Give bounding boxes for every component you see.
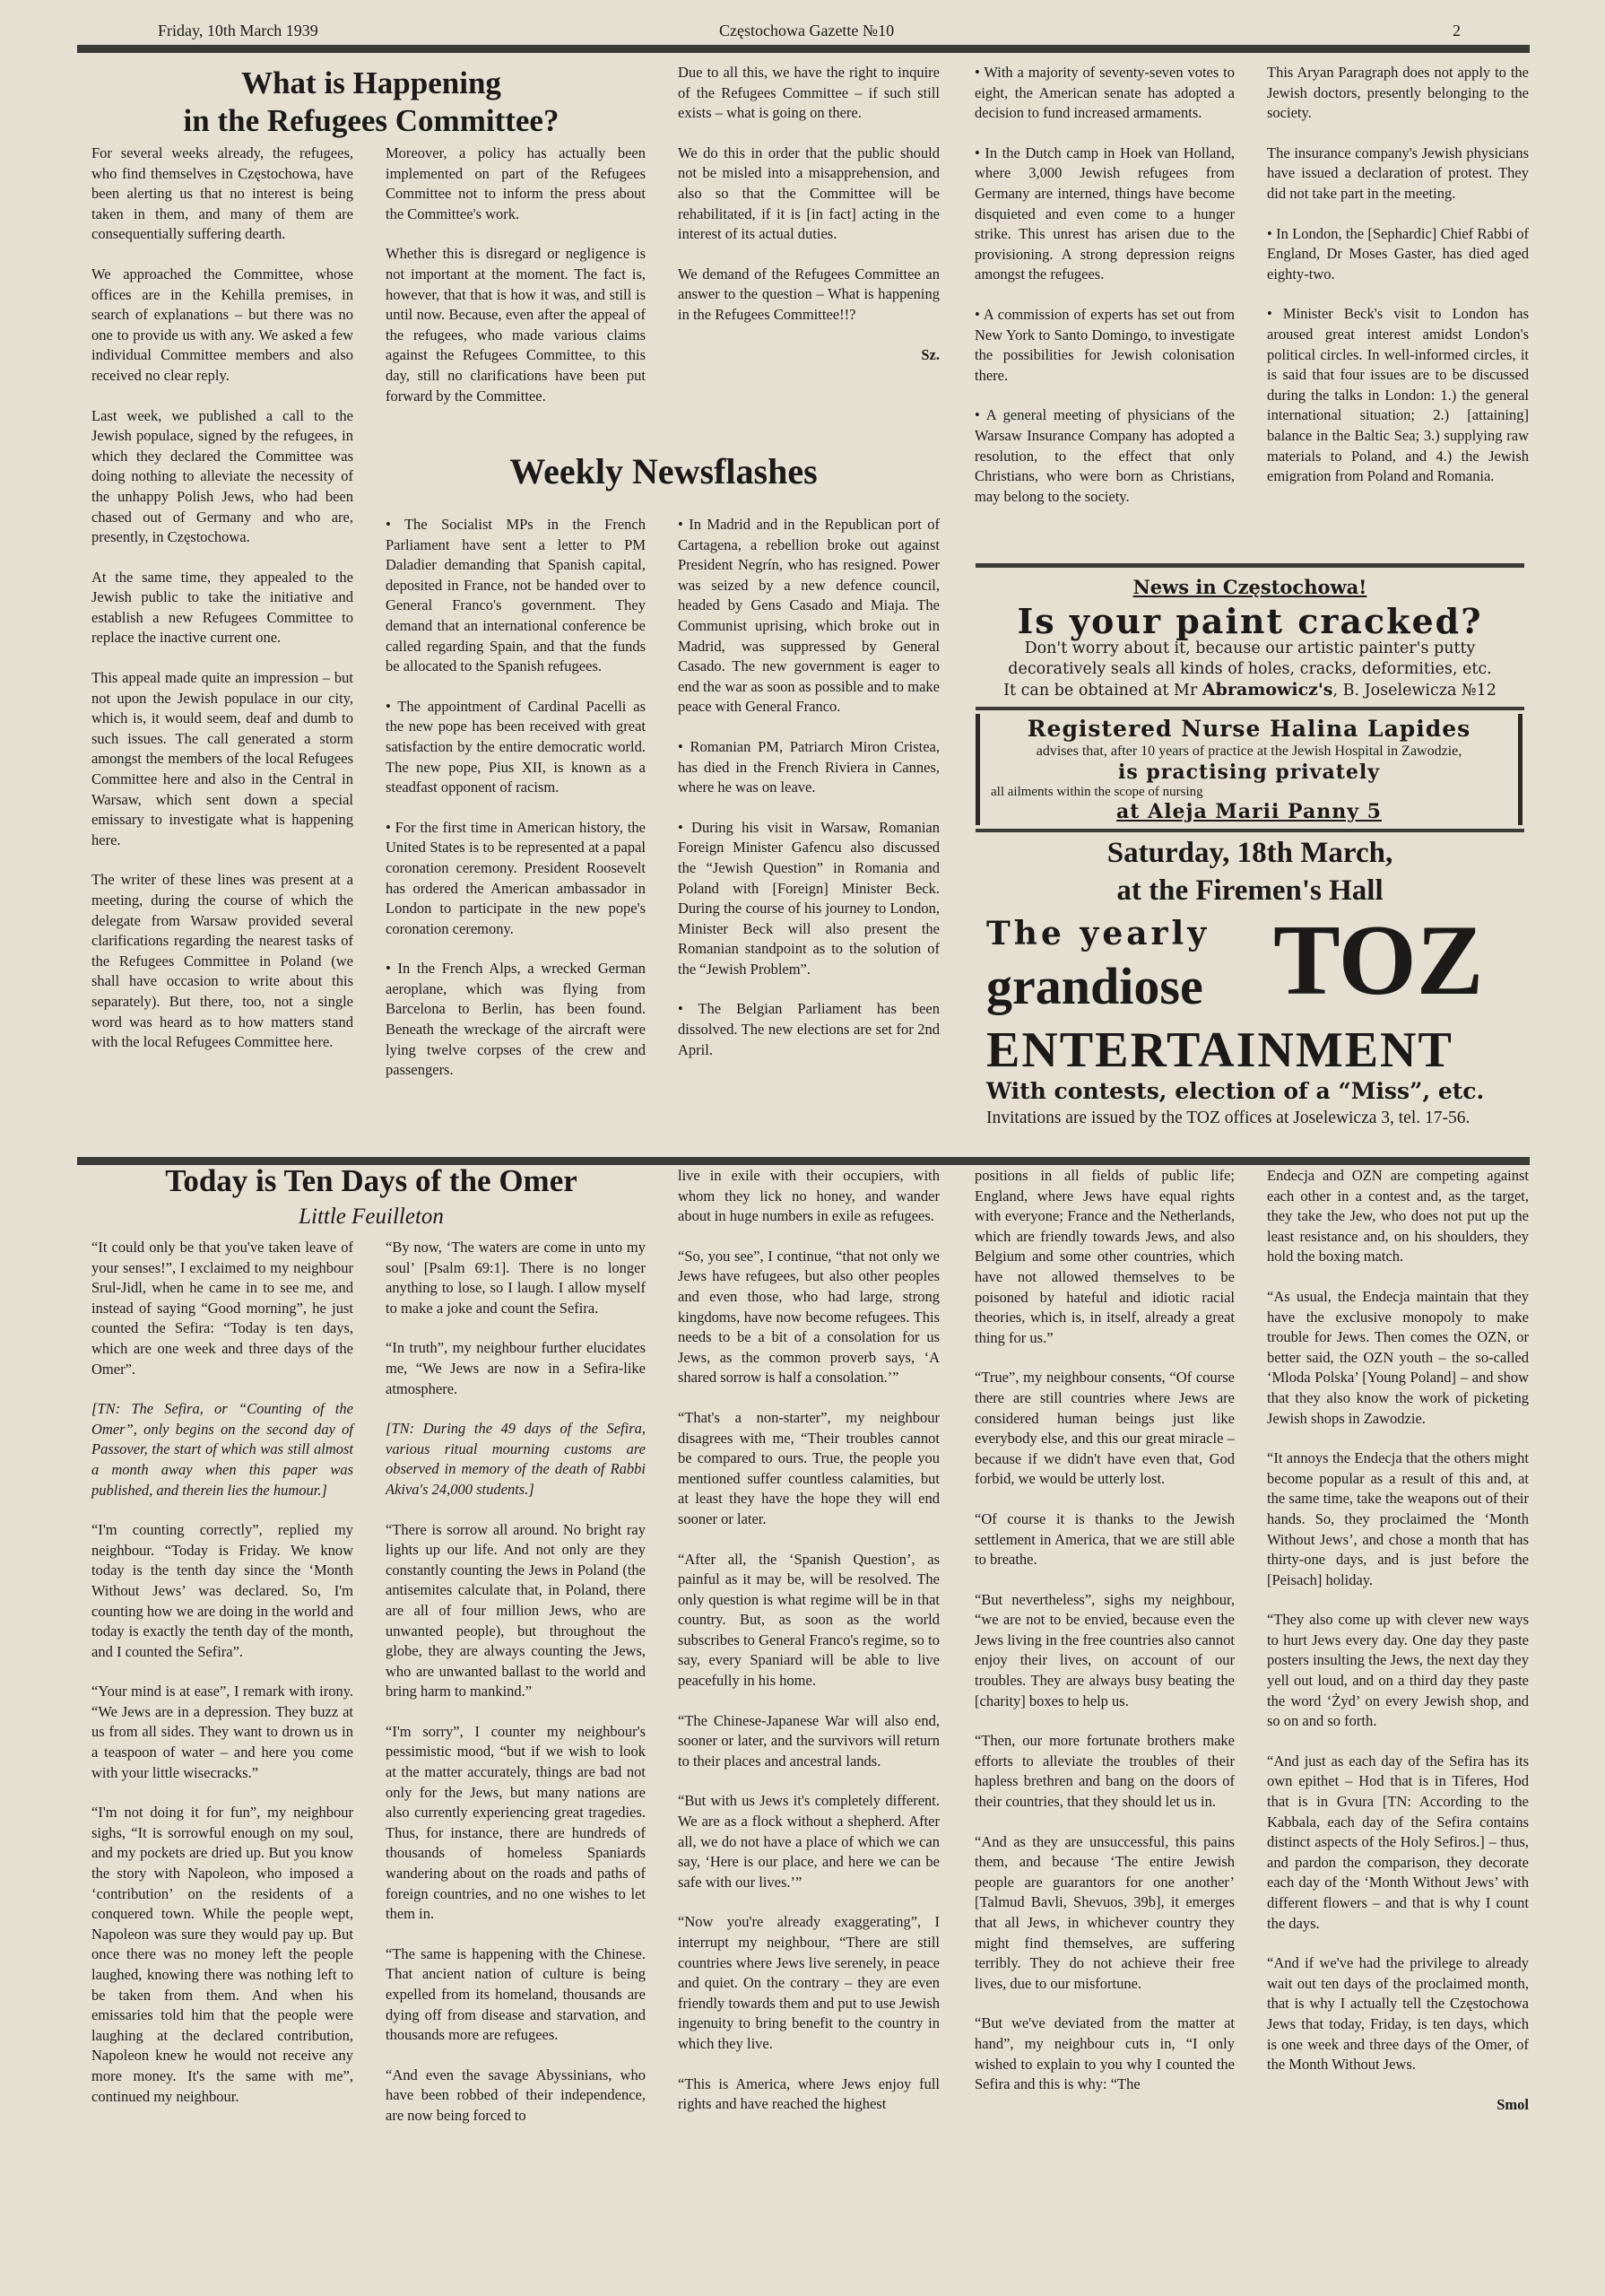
- paragraph: “And even the savage Abyssinians, who have been robbed of their independence, are now being forced to: [386, 2066, 646, 2124]
- paragraph: “As usual, the Endecja maintain that they have the exclusive monopoly to make trouble for Jews. Then comes the OZN, or better said, the OZN youth – the so-called ‘Mloda Polska’ [Young Poland] – and show that they also know the work of picketing Jewish shops in Zawodzie.: [1267, 1287, 1529, 1427]
- paint-text: [976, 639, 1524, 701]
- paragraph: “So, you see”, I continue, “that not only we Jews have refugees, but also other peoples and even those, who had large, strong kingdoms, have now become refugees. This needs to be a bit of a consolation for us Jews, as the common proverb says, ‘A shared sorrow is half a consolation.’”: [678, 1247, 940, 1387]
- toz-grandiose: grandiose: [986, 957, 1203, 1015]
- paragraph: “I'm sorry”, I counter my neighbour's pessimistic mood, “but if we wish to look at the matter accurately, things are bad not only for the Jews, but many nations are also currently experiencing great tragedies. Thus, for instance, there are hundreds of thousands of homeless Spaniards wandering about on the roads and paths of foreign countries, and no one wishes to let them in.: [386, 1722, 646, 1923]
- ad-rule-mid: [976, 707, 1524, 710]
- paragraph: “Your mind is at ease”, I remark with irony. “We Jews are in a depression. They buzz at us from all sides. They want to drown us in a teaspoon of water – and here you come with your little wisecracks.”: [91, 1683, 353, 1781]
- paragraph: “And if we've had the privilege to already wait out ten days of the proclaimed month, that is why I actually tell the Częstochowa Jews that today, Friday, is ten days, which is one week and three days of the Omer, of the Month Without Jews.: [1267, 1954, 1529, 2074]
- paragraph: Endecja and OZN are competing against each other in a contest and, as the target, they take the Jew, who does not put up the least resistance and, on his shoulders, they hold the boxing match.: [1267, 1167, 1529, 1265]
- paragraph: The writer of these lines was present at a meeting, during the course of which the delegate from Warsaw provided several clarifications regarding the nearest tasks of the Refugees Committee in Poland (we shall have occasion to write about this separately). But there, too, not a single word was heard as to how matters stand with the local Refugees Committee here.: [91, 871, 353, 1051]
- nurse-ad-box: [976, 714, 1523, 825]
- nurse-line1: advises that, after 10 years of practice at the Jewish Hospital in Zawodzie,: [1036, 744, 1462, 759]
- paint-headline: Is your paint cracked?: [1017, 601, 1483, 641]
- paint-line: Don't worry about it, because our artistic painter's putty: [1024, 639, 1476, 657]
- refugees-headline-line1: What is Happening: [241, 65, 501, 100]
- paragraph: “After all, the ‘Spanish Question’, as painful as it may be, will be resolved. The only question is what regime will be in that country. But, as soon as the world subscribes to General Franco's regime, so to say, every Spaniard will be able to live peacefully in his home.: [678, 1550, 940, 1690]
- omer-col1: [91, 1238, 353, 2107]
- news-item: • In Madrid and in the Republican port of Cartagena, a rebellion broke out against President Negrín, who has resigned. Power was seized by a new defence council, headed by Gens Casado and Miaja. The Communist uprising, which broke out in Madrid, was suppressed by General Casado. The new government is eager to end the war as soon as possible and to make peace with General Franco.: [678, 516, 940, 716]
- paint-line: decoratively seals all kinds of holes, cracks, deformities, etc.: [1008, 660, 1492, 678]
- refugees-signature: Sz.: [921, 345, 940, 363]
- news-item: • A general meeting of physicians of the Warsaw Insurance Company has adopted a resolution, to the effect that only Christians, who were born as Christians, may belong to the society.: [975, 406, 1235, 505]
- news-item: This Aryan Paragraph does not apply to the Jewish doctors, presently belonging to the society.: [1267, 64, 1529, 122]
- ad-rule-bottom: [976, 829, 1524, 832]
- paragraph: “The Chinese-Japanese War will also end, sooner or later, and the survivors will return to their places and ancestral lands.: [678, 1711, 940, 1770]
- refugees-col1: [91, 144, 353, 1053]
- translator-note: [TN: During the 49 days of the Sefira, various ritual mourning customs are observed in memory of the death of Rabbi Akiva's 24,000 students.]: [386, 1420, 646, 1498]
- paragraph: “And as they are unsuccessful, this pains them, and because ‘The entire Jewish people are guarantors for one another’ [Talmud Bavli, Shevuos, 39b], it emerges that all Jews, in whichever country they might find themselves, are suffering terribly. They do not achieve their free lives, due to our misfortune.: [975, 1832, 1235, 1992]
- news-item: • The Belgian Parliament has been dissolved. The new elections are set for 2nd April.: [678, 1000, 940, 1058]
- refugees-col3: [678, 63, 940, 365]
- refugees-headline: [93, 65, 649, 140]
- news-item: • A commission of experts has set out from New York to Santo Domingo, to investigate the possibilities for Jewish colonisation there.: [975, 305, 1235, 384]
- news-item: • In the French Alps, a wrecked German aeroplane, which was flying from Barcelona to Berlin, has been found. Beneath the wreckage of the aircraft were lying twelve corpses of the crew and passengers.: [386, 960, 646, 1079]
- omer-col2: [386, 1238, 646, 2126]
- page-number: 2: [1453, 22, 1461, 39]
- refugees-col2: [386, 144, 646, 406]
- toz-yearly: The yearly: [986, 915, 1210, 952]
- toz-contests: With contests, election of a “Miss”, etc.: [986, 1078, 1485, 1104]
- paragraph: live in exile with their occupiers, with whom they lick no honey, and wander about in huge numbers in exile as refugees.: [678, 1167, 940, 1225]
- omer-subhead: Little Feuilleton: [299, 1205, 444, 1229]
- news-label: News in Częstochowa!: [1132, 576, 1367, 598]
- newsflashes-col-d: [1267, 63, 1529, 487]
- toz-place: at the Firemen's Hall: [1116, 874, 1384, 907]
- paragraph: We do this in order that the public should not be misled into a misapprehension, and also so that the Committee will be rehabilitated, if it is [in fact] acting in the interest of its actual duties.: [678, 144, 940, 243]
- paragraph: “True”, my neighbour consents, “Of course there are still countries where Jews are considered human beings just like everybody else, and this our great miracle – because if we didn't have even that, God forbid, we would be utterly lost.: [975, 1369, 1235, 1488]
- paragraph: “And just as each day of the Sefira has its own epithet – Hod that is in Tiferes, Hod that is in Gvura [TN: According to the Kabbala, each day of the Sefira contains distinct aspects of the Holy Sefiros.] – thus, and pardon the comparison, they decorate each day of the ‘Month Without Jews’ with different flowers – and that is why I count the days.: [1267, 1752, 1529, 1932]
- paragraph: “That's a non-starter”, my neighbour disagrees with me, “Their troubles cannot be compared to ours. True, the people you mentioned suffer countless calamities, but at least they have the hope they will end sooner or later.: [678, 1408, 940, 1527]
- toz-invitations: Invitations are issued by the TOZ offices at Joselewicza 3, tel. 17-56.: [986, 1109, 1471, 1127]
- paragraph: For several weeks already, the refugees, who find themselves in Częstochowa, have been alerting us that no interest is being taken in them, and many of them are consequentially suffering dearth.: [91, 144, 353, 243]
- toz-entertainment: ENTERTAINMENT: [986, 1022, 1453, 1078]
- paragraph: positions in all fields of public life; England, where Jews have equal rights with everyone; France and the Netherlands, which are friendly towards Jews, and also Belgium and some other countries, which have not allowed themselves to be poisoned by hateful and idiotic racial theories, which is, in itself, already a great thing for us.”: [975, 1167, 1235, 1346]
- omer-col3: [678, 1166, 940, 2115]
- paragraph: “Now you're already exaggerating”, I interrupt my neighbour, “There are still countries where Jews live serenely, in peace and quiet. On the contrary – they are even friendly towards them and put to use Jewish ingenuity to bring benefit to the country in which they live.: [678, 1913, 940, 2052]
- toz-logo: TOZ: [1273, 905, 1484, 1016]
- nurse-line3: all ailments within the scope of nursing: [991, 785, 1203, 799]
- omer-col4: [975, 1166, 1235, 2095]
- newsflashes-col-a: [386, 515, 646, 1081]
- paragraph: “But we've deviated from the matter at hand”, my neighbour cuts in, “I only wished to explain to you why I counted the Sefira and this is why: “The: [975, 2014, 1235, 2093]
- nurse-address: at Aleja Marii Panny 5: [1116, 800, 1382, 823]
- toz-date: Saturday, 18th March,: [1106, 837, 1393, 869]
- news-item: The insurance company's Jewish physicians have issued a declaration of protest. They did not take part in the meeting.: [1267, 144, 1529, 202]
- paragraph: We approached the Committee, whose offices are in the Kehilla premises, in search of explanations – but there was no one to provide us with any. We asked a few individual Committee members and also received no clear reply.: [91, 265, 353, 384]
- paragraph: “But with us Jews it's completely different. We are as a flock without a shepherd. After all, we do not have a place of which we can say, ‘Here is our place, and here we can be safe with our lives.’”: [678, 1792, 940, 1891]
- paragraph: At the same time, they appealed to the Jewish public to take the initiative and establish a new Refugees Committee to replace the inactive current one.: [91, 568, 353, 647]
- news-item: • In the Dutch camp in Hoek van Holland, where 3,000 Jewish refugees from Germany are interned, things have become disquieted and even come to a hunger strike. This unrest has arisen due to the provisioning. A strong depression reigns amongst the refugees.: [975, 144, 1235, 283]
- news-item: • In London, the [Sephardic] Chief Rabbi of England, Dr Moses Gaster, has died aged eighty-two.: [1267, 224, 1529, 283]
- paint-line: [976, 680, 1524, 701]
- paint-vendor-name: Abramowicz's: [1202, 680, 1333, 700]
- nurse-line2: is practising privately: [1118, 761, 1380, 784]
- header-rule: [77, 45, 1530, 53]
- news-item: • With a majority of seventy-seven votes to eight, the American senate has adopted a decision to fund increased armaments.: [975, 64, 1235, 122]
- paragraph: “There is sorrow all around. No bright ray lights up our life. And not only are they constantly counting the Jews in Poland (the antisemites calculate that, in Poland, there are all of four million Jews, who are unwanted people), but throughout the globe, they are always counting the Jews, who are unwanted ballast to the world and bring harm to mankind.”: [386, 1520, 646, 1700]
- paragraph: Last week, we published a call to the Jewish populace, signed by the refugees, in which they declared the Committee was doing nothing to alleviate the necessity of the unhappy Polish Jews, who had been chased out of Germany and who are, presently, in Częstochowa.: [91, 406, 353, 546]
- paragraph: We demand of the Refugees Committee an answer to the question – What is happening in the Refugees Committee!!?: [678, 265, 940, 323]
- paragraph: “But nevertheless”, sighs my neighbour, “we are not to be envied, because even the Jews living in the free countries also cannot enjoy their lives, on account of our troubles. They are always busy beating the [charity] boxes to help us.: [975, 1590, 1235, 1709]
- newsflashes-headline: Weekly Newsflashes: [509, 451, 818, 491]
- news-item: • The Socialist MPs in the French Parliament have sent a letter to PM Daladier demanding that Spanish capital, deposited in France, not be handed over to General Franco's government. They demand that an international conference be called regarding Spain, and that the funds be allocated to the Spanish refugees.: [386, 516, 646, 675]
- news-item: • Romanian PM, Patriarch Miron Cristea, has died in the French Riviera in Cannes, where he was on leave.: [678, 737, 940, 796]
- paragraph: “The same is happening with the Chinese. That ancient nation of culture is being expelled from its homeland, thousands are dying off from disease and starvation, and thousands more are refugees.: [386, 1944, 646, 2044]
- translator-note: [TN: The Sefira, or “Counting of the Omer”, only begins on the second day of Passover, the start of which was still almost a month away when this paper was published, and therein lies the humour.]: [91, 1400, 353, 1499]
- paragraph: “It annoys the Endecja that the others might become popular as a result of this and, at the same time, take the weapons out of their hands. So, they proclaimed the ‘Month Without Jews’, and chose a month that has thirty-one days, and is just before the [Peisach] holiday.: [1267, 1449, 1529, 1588]
- omer-signature: Smol: [1497, 2095, 1529, 2113]
- omer-headline: Today is Ten Days of the Omer: [165, 1163, 577, 1198]
- paragraph: “They also come up with clever new ways to hurt Jews every day. One day they paste posters insulting the Jews, the next day they yell out loud, and on a third day they paste the word ‘Żyd’ on every Jewish shop, and so on and so forth.: [1267, 1611, 1529, 1730]
- paint-address-post: , B. Joselewicza №12: [1332, 682, 1497, 700]
- news-item: • For the first time in American history, the United States is to be represented at a papal coronation ceremony. President Roosevelt has ordered the American ambassador in London to participate in the new pope's coronation ceremony.: [386, 818, 646, 937]
- paragraph: This appeal made quite an impression – but not upon the Jewish populace in our city, which is, it would seem, deaf and dumb to such issues. The call generated a storm amongst the members of the local Refugees Committee here and also in the Central in Warsaw, which sent down a special emissary to investigate what is happening here.: [91, 669, 353, 848]
- paragraph: “In truth”, my neighbour further elucidates me, “We Jews are now in a Sefira-like atmosphere.: [386, 1339, 646, 1397]
- nurse-headline: Registered Nurse Halina Lapides: [1027, 716, 1471, 742]
- paragraph: “Of course it is thanks to the Jewish settlement in America, that we are still able to breathe.: [975, 1509, 1235, 1569]
- paragraph: “Then, our more fortunate brothers make efforts to alleviate the troubles of their hapless brethren and bang on the doors of their countries, that they should let us in.: [975, 1732, 1235, 1811]
- omer-col5: [1267, 1166, 1529, 2115]
- newspaper-title: Częstochowa Gazette №10: [719, 22, 895, 39]
- newsflashes-col-b: [678, 515, 940, 1060]
- newsflashes-col-c: [975, 63, 1235, 507]
- paragraph: “This is America, where Jews enjoy full rights and have reached the highest: [678, 2074, 940, 2113]
- issue-date: Friday, 10th March 1939: [158, 22, 318, 39]
- news-item: • The appointment of Cardinal Pacelli as the new pope has been received with great satisfaction by the entire democratic world. The new pope, Pius XII, is known as a steadfast opponent of racism.: [386, 697, 646, 796]
- paragraph: “I'm counting correctly”, replied my neighbour. “Today is Friday. We know today is the tenth day since the ‘Month Without Jews’ was declared. So, I'm counting how we are doing in the world and today is exactly the tenth day of the month, and I counted the Sefira”.: [91, 1521, 353, 1660]
- refugees-headline-line2: in the Refugees Committee?: [183, 103, 560, 138]
- paragraph: Whether this is disregard or negligence is not important at the moment. The fact is, however, that that is how it was, and still is until now. Because, even after the appeal of the refugees, who made various claims against the Refugees Committee, to this day, still no clarifications have been put forward by the Committee.: [386, 245, 646, 404]
- news-item: • During his visit in Warsaw, Romanian Foreign Minister Gafencu also discussed the “Jewish Question” in Romania and Poland with [Foreign] Minister Beck. During the course of his journey to London, Minister Beck will also present the Romanian standpoint as to the solution of the “Jewish Problem”.: [678, 818, 940, 978]
- news-item: • Minister Beck's visit to London has aroused great interest amidst London's political circles. In well-informed circles, it is said that four issues are to be discussed during the talks in London: 1.) the general international situation; 2.) [attaining] balance in the Baltic Sea; 3.) supplying raw materials to Poland, and 4.) the Jewish emigration from Poland and Romania.: [1267, 305, 1529, 485]
- ad-rule-top: [976, 563, 1524, 568]
- paragraph: “It could only be that you've taken leave of your senses!”, I exclaimed to my neighbour Srul-Jidl, when he came in to see me, and instead of saying “Good morning”, he just counted the Sefira: “Today is ten days, which are one week and three days of the Omer”.: [91, 1239, 353, 1378]
- paragraph: “I'm not doing it for fun”, my neighbour sighs, “It is sorrowful enough on my soul, and my pockets are dried up. But you know the story with Napoleon, who imposed a ‘contribution’ on the residents of a conquered town. While the people wept, Napoleon was sure they would pay up. But once there was no money left the people laughed, knowing there was nothing left to be taken from them. And when his emissaries told him that the people were laughing at the declared contribution, Napoleon knew he would not receive any more money. It's the same with me”, continued my neighbour.: [91, 1804, 353, 2105]
- toz-date-place: [976, 834, 1524, 909]
- paragraph: Moreover, a policy has actually been implemented on part of the Refugees Committee not to inform the press about the Committee's work.: [386, 144, 646, 222]
- paragraph: “By now, ‘The waters are come in unto my soul’ [Psalm 69:1]. There is no longer anything to lose, so I laugh. I allow myself to make a joke and count the Sefira.: [386, 1239, 646, 1317]
- paragraph: Due to all this, we have the right to inquire of the Refugees Committee – if such still exists – what is going on there.: [678, 64, 940, 122]
- paint-address-pre: It can be obtained at Mr: [1003, 682, 1202, 700]
